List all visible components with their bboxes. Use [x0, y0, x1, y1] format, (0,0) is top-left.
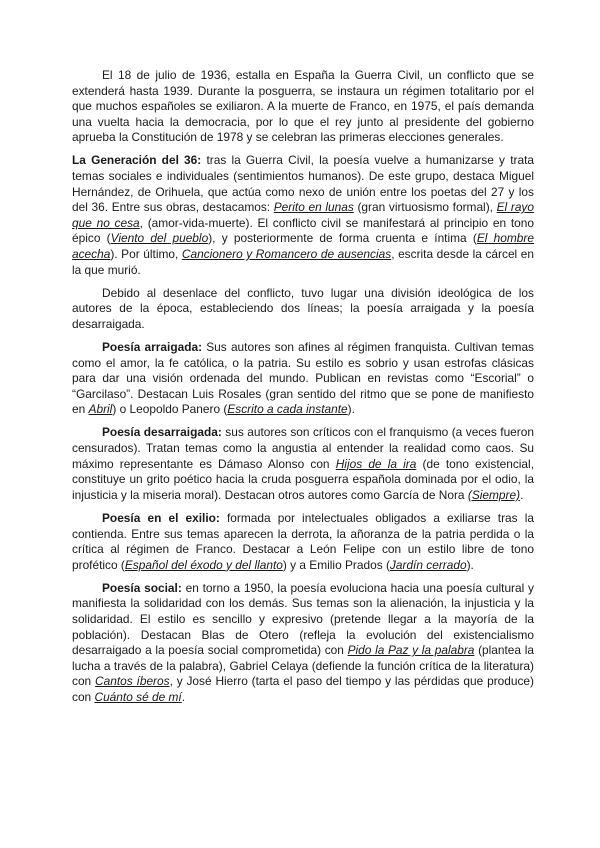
paragraph-text: en torno a 1950, la poesía evoluciona hacia una poesía cultural y manifiesta la solidaridad con los demás. Sus temas son la alienación, la injusticia y la solidaridad. El estilo es sencillo y expresivo (pretende llegar a la mayoría de la población). Destacan Blas de Otero (refleja la evolución del existencialismo desarraigado a la poesía social comprometida) con: [72, 580, 534, 658]
paragraph-text: , escrita desde la cárcel en la que murió.: [72, 247, 535, 277]
paragraph-generacion-36: [72, 153, 534, 278]
paragraph-text: (de tono existencial, constituye un grito poético hacia la cruda posguerra española dominada por el odio, la injusticia y la miseria moral). Destacan otros autores como García de Nora: [72, 456, 534, 502]
work-title: Escrito a cada instante: [227, 402, 348, 417]
paragraph-intro: [72, 68, 534, 146]
section-heading: Poesía en el exilio:: [102, 510, 220, 525]
work-title: Pido la Paz y la palabra: [347, 643, 475, 658]
paragraph-text: formada por intelectuales obligados a exiliarse tras la contienda. Entre sus temas aparecen la derrota, la añoranza de la patria perdida o la crítica al régimen de Franco. Destacar a León Felipe con un estilo libre de tono profético (: [72, 510, 535, 572]
paragraph-poesia-exilio: [72, 511, 534, 573]
paragraph-text: ), y posteriormente de forma cruenta e íntima (: [208, 231, 477, 246]
work-title: Jardín cerrado: [389, 557, 467, 572]
work-title: Viento del pueblo: [110, 231, 209, 246]
work-title: Abril: [88, 402, 113, 417]
paragraph-text: (gran virtuosismo formal),: [353, 200, 497, 215]
paragraph-poesia-arraigada: [72, 340, 534, 418]
work-title: Perito en lunas: [273, 200, 354, 215]
section-heading: Poesía social:: [102, 580, 182, 595]
section-heading: Poesía desarraigada:: [102, 425, 222, 440]
work-title: Hijos de la ira: [335, 456, 417, 471]
paragraph-text: ). Por último,: [110, 247, 182, 262]
paragraph-text: (plantea la lucha a través de la palabra), Gabriel Celaya (defiende la función crítica de la literatura) con: [72, 643, 534, 689]
paragraph-text: , (amor-vida-muerte). El conflicto civil se manifestará al principio en tono épico (: [72, 215, 534, 246]
paragraph-text: Debido al desenlace del conflicto, tuvo lugar una división ideológica de los autores de la época, estableciendo dos líneas; la poesía arraigada y la poesía desarraigada.: [72, 285, 534, 331]
work-title: Cuánto sé de mí: [94, 689, 182, 704]
work-title: El hombre acecha: [72, 231, 534, 262]
section-heading: Poesía arraigada:: [102, 340, 203, 354]
paragraph-poesia-desarraigada: [72, 425, 534, 503]
work-title: Español del éxodo y del llanto: [124, 557, 283, 572]
paragraph-text: ).: [347, 402, 355, 417]
paragraph-text: sus autores son críticos con el franquismo (a veces fueron censurados). Tratan temas como la angustia al entender la realidad como caos. Su máximo representante es Dámaso Alonso con: [72, 425, 534, 471]
work-title: El rayo que no cesa: [72, 200, 534, 230]
document-page: [72, 68, 534, 713]
paragraph-text: Sus autores son afines al régimen franquista. Cultivan temas como el amor, la fe católica, o la patria. Su estilo es sobrio y usan estrofas clásicas para dar una visión ordenada del mundo. Publican en revistas como “Escorial” o “Garcilaso”. Destacan Luis Rosales (gran sentido del ritmo que se pone de manifiesto en: [72, 340, 535, 417]
paragraph-text: El 18 de julio de 1936, estalla en España la Guerra Civil, un conflicto que se extenderá hasta 1939. Durante la posguerra, se instaura un régimen totalitario por el que muchos españoles se exiliaron. A la muerte de Franco, en 1975, el país demanda una vuelta hacia la democracia, por lo que el rey junto al presidente del gobierno aprueba la Constitución de 1978 y se celebran las primeras elecciones generales.: [72, 68, 534, 145]
paragraph-text: .: [520, 487, 524, 502]
paragraph-text: ).: [466, 557, 474, 572]
work-title: (Siempre): [467, 487, 521, 502]
paragraph-text: tras la Guerra Civil, la poesía vuelve a humanizarse y trata temas sociales e individuales (sentimientos humanos). De este grupo, destaca Miguel Hernández, de Orihuela, que actúa como nexo de unión entre los poetas del 27 y los del 36. Entre sus obras, destacamos:: [72, 153, 534, 215]
work-title: Cancionero y Romancero de ausencias: [181, 247, 392, 262]
paragraph-text: ) y a Emilio Prados (: [282, 557, 390, 572]
paragraph-poesia-social: [72, 581, 534, 706]
paragraph-text: .: [181, 689, 186, 704]
paragraph-desenlace: [72, 286, 534, 333]
paragraph-text: , y José Hierro (tarta el paso del tiempo y las pérdidas que produce) con: [72, 674, 535, 704]
section-heading: La Generación del 36:: [72, 153, 202, 168]
paragraph-text: ) o Leopoldo Panero (: [112, 402, 228, 417]
work-title: Cantos íberos: [95, 674, 170, 689]
